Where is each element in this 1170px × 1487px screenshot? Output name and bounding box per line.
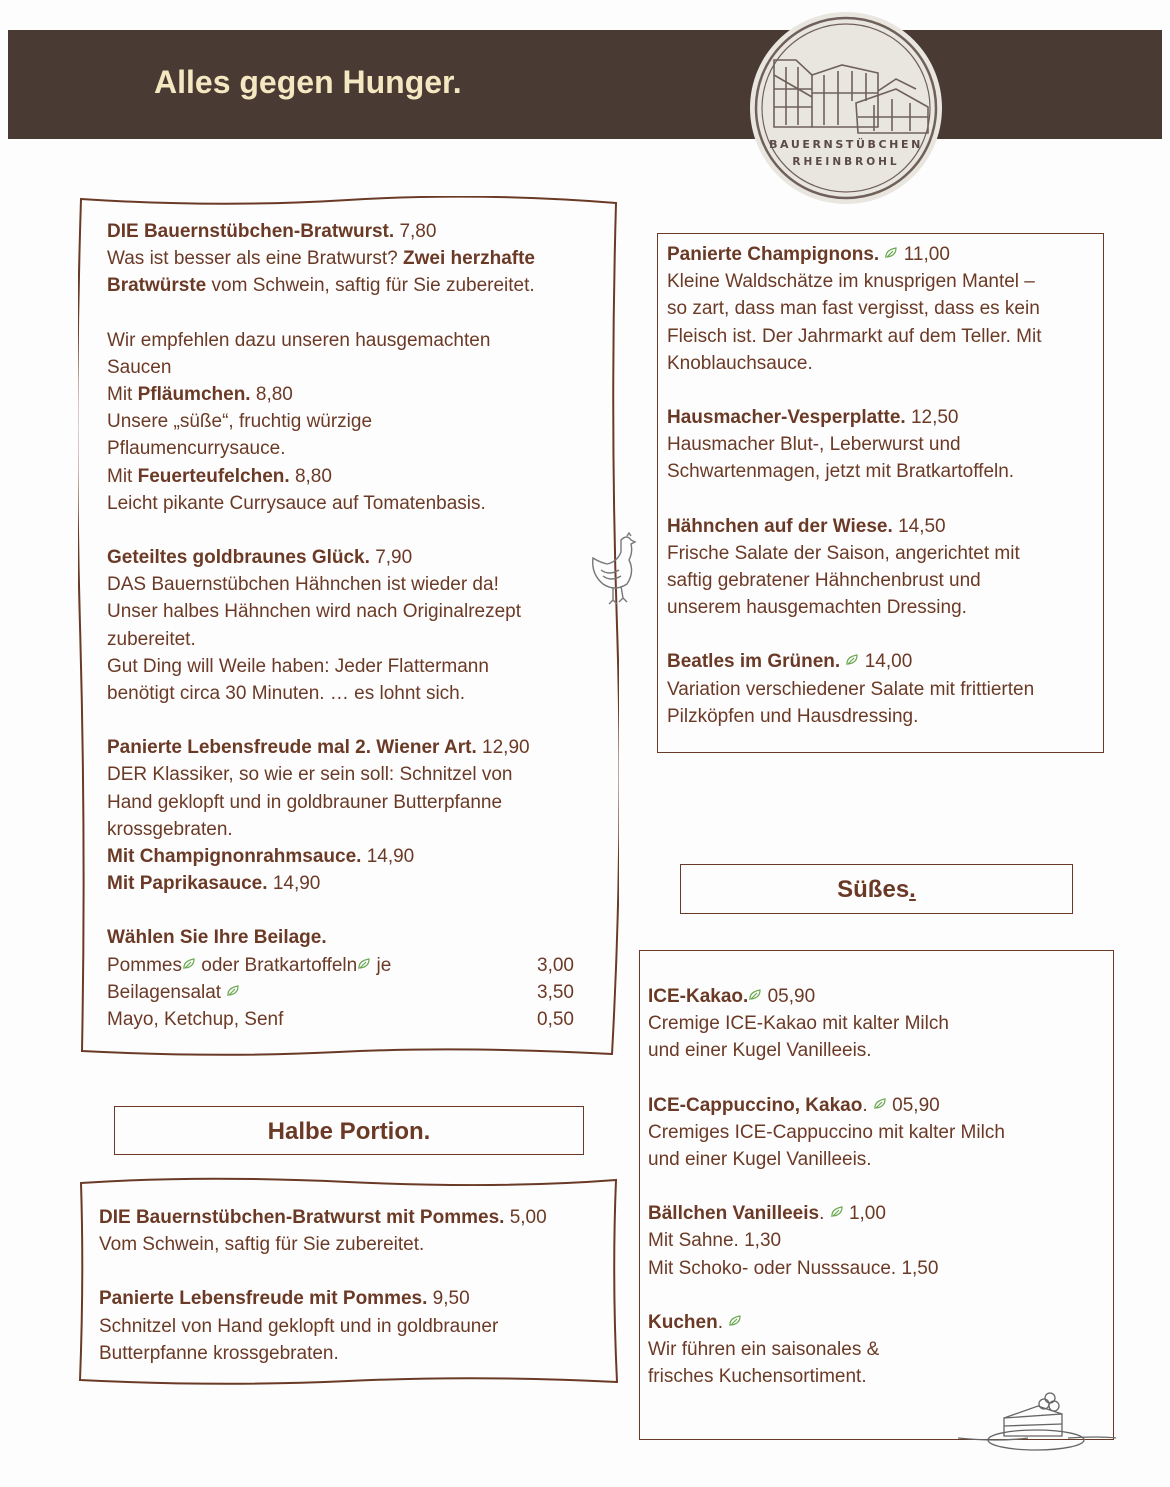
side-row: Mayo, Ketchup, Senf 0,50	[107, 1009, 574, 1031]
starters-list: Panierte Champignons. 11,00 Kleine Waldschätze im knusprigen Mantel – so zart, dass man fast vergisst, dass es kein Fleisch ist. Der Jahrmarkt auf dem Teller. Mit Knoblauchsauce. Hausmacher-Vesperplatte. 12,50 Hausmacher Blut-, Leberwurst und Schwartenmagen, jetzt mit Bratkartoffeln. Hähnchen auf der Wiese. 14,50 Frische Salate der Saison, angerichtet mit saftig gebratener Hähnchenbrust und unserem hausgemachten Dressing. Beatles im Grünen. 14,00 Variation verschiedener Salate mit frittierten Pilzköpfen und Hausdressing.	[667, 241, 1097, 730]
vegetarian-leaf-icon	[226, 985, 240, 997]
hen-illustration-icon	[587, 532, 649, 606]
vegetarian-leaf-icon	[830, 1206, 844, 1218]
menu-item-kuchen: Kuchen.	[648, 1309, 1088, 1336]
menu-item-vanilleeis: Bällchen Vanilleeis. 1,00	[648, 1203, 886, 1225]
half-portion-list: DIE Bauernstübchen-Bratwurst mit Pommes. 5,00 Vom Schwein, saftig für Sie zubereitet. Panierte Lebensfreude mit Pommes. 9,50 Schnitzel von Hand geklopft und in goldbrauner Butterpfanne krossgebraten.	[99, 1204, 609, 1367]
main-dishes-list: DIE Bauernstübchen-Bratwurst. 7,80 Was ist besser als eine Bratwurst? Zwei herzhafte Bratwürste vom Schwein, saftig für Sie zubereitet. Wir empfehlen dazu unseren hausgemachten Saucen Mit Pfläumchen. 8,80 Unsere „süße“, fruchtig würzige Pflaumencurrysauce. Mit Feuerteufelchen. 8,80 Leicht pikante Currysauce auf Tomatenbasis. Geteiltes goldbraunes Glück. 7,90 DAS Bauernstübchen Hähnchen ist wieder da! Unser halbes Hähnchen wird nach Originalrezept zubereitet. Gut Ding will Weile haben: Jeder Flattermann benötigt circa 30 Minuten. … es lohnt sich. Panierte Lebensfreude mal 2. Wiener Art. 12,90 DER Klassiker, so wie er sein soll: Schnitzel von Hand geklopft und in goldbrauner Butterpfanne krossgebraten. Mit Champignonrahmsauce. 14,90 Mit Paprikasauce. 14,90 Wählen Sie Ihre Beilage. Pommes oder Bratkartoffeln je 3,00 Beilagensalat 3,50 Mayo, Ketchup, Senf 0,50	[107, 218, 607, 1033]
sweets-heading: Süßes.	[680, 864, 1073, 914]
menu-item-beatles: Beatles im Grünen. 14,00	[667, 651, 913, 673]
menu-item-half-schnitzel: Panierte Lebensfreude mit Pommes. 9,50	[99, 1288, 470, 1310]
svg-text:RHEINBROHL: RHEINBROHL	[792, 156, 900, 168]
restaurant-logo	[746, 5, 946, 211]
vegetarian-leaf-icon	[182, 958, 196, 970]
menu-item-schnitzel: Panierte Lebensfreude mal 2. Wiener Art. 12,90	[107, 737, 530, 759]
menu-item-haehnchen-wiese: Hähnchen auf der Wiese. 14,50	[667, 515, 946, 537]
menu-item-half-bratwurst: DIE Bauernstübchen-Bratwurst mit Pommes. 5,00	[99, 1207, 547, 1228]
sides-title: Wählen Sie Ihre Beilage.	[107, 927, 327, 949]
cake-illustration-icon	[958, 1392, 1118, 1456]
vegetarian-leaf-icon	[357, 958, 371, 970]
vegetarian-leaf-icon	[728, 1315, 742, 1327]
menu-item-champignons: Panierte Champignons. 11,00	[667, 244, 950, 265]
menu-item-ice-kakao: ICE-Kakao. 05,90	[648, 986, 816, 1007]
menu-item-ice-cappuccino: ICE-Cappuccino, Kakao. 05,90	[648, 1094, 940, 1116]
svg-text:BAUERNSTÜBCHEN: BAUERNSTÜBCHEN	[769, 138, 923, 151]
menu-item-vesperplatte: Hausmacher-Vesperplatte. 12,50	[667, 407, 959, 429]
page-title: Alles gegen Hunger.	[154, 64, 462, 100]
vegetarian-leaf-icon	[873, 1098, 887, 1110]
menu-item-chicken: Geteiltes goldbraunes Glück. 7,90	[107, 547, 413, 569]
vegetarian-leaf-icon	[748, 989, 762, 1001]
side-row: Pommes oder Bratkartoffeln je 3,00	[107, 954, 574, 976]
menu-item-pflaeumchen: Mit Pfläumchen. 8,80	[107, 384, 293, 406]
menu-item-bratwurst: DIE Bauernstübchen-Bratwurst. 7,80	[107, 221, 437, 242]
half-portion-heading: Halbe Portion.	[114, 1106, 584, 1155]
vegetarian-leaf-icon	[845, 654, 859, 666]
side-row: Beilagensalat 3,50	[107, 981, 574, 1003]
menu-item-feuerteufelchen: Mit Feuerteufelchen. 8,80	[107, 465, 332, 487]
vegetarian-leaf-icon	[884, 247, 898, 259]
sweets-list: ICE-Kakao. 05,90 Cremige ICE-Kakao mit kalter Milch und einer Kugel Vanilleeis. ICE-Cappuccino, Kakao. 05,90 Cremiges ICE-Cappuccino mit kalter Milch und einer Kugel Vanilleeis. Bällchen Vanilleeis. 1,00 Mit Sahne. 1,30 Mit Schoko- oder Nusssauce. 1,50 Kuchen. Wir führen ein saisonales & frisches Kuchensortiment.	[648, 983, 1088, 1390]
